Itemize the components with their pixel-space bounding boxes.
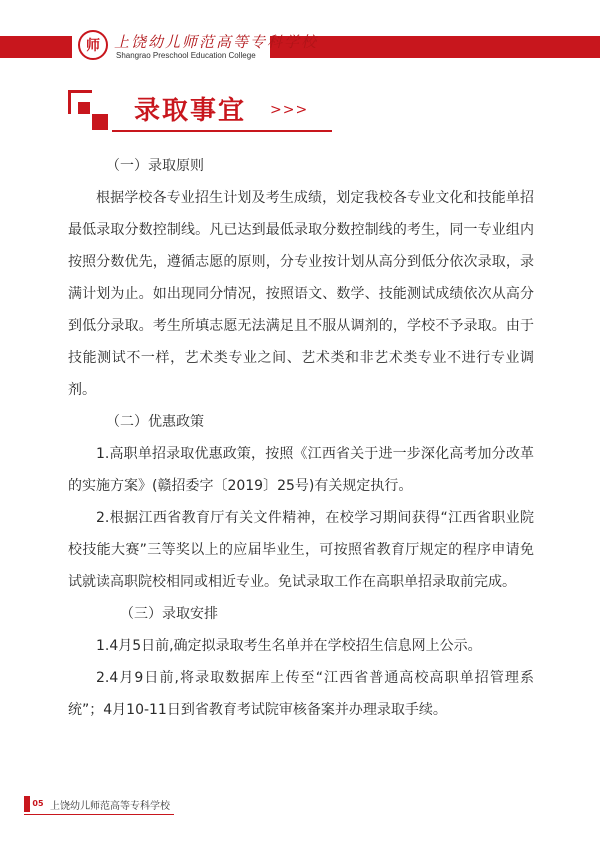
header-bar-right — [270, 36, 600, 58]
header-bar-left — [0, 36, 72, 58]
school-logo-glyph: 师 — [86, 38, 100, 54]
section-heading: （一）录取原则 — [106, 158, 204, 174]
document-body — [68, 150, 534, 726]
paragraph: 根据学校各专业招生计划及考生成绩，划定我校各专业文化和技能单招最低录取分数控制线。凡已达到最低录取分数控制线的考生，同一专业组内按照分数优先，遵循志愿的原则，分专业按计划从高分到低分依次录取，录满计划为止。如出现同分情况，按照语文、数学、技能测试成绩依次从高分到低分录取。考生所填志愿无法满足且不服从调剂的，学校不予录取。由于技能测试不一样，艺术类专业之间、艺术类和非艺术类专业不进行专业调剂。 — [68, 190, 534, 398]
footer-school-name: 上饶幼儿师范高等专科学校 — [50, 801, 170, 812]
footer-rule — [24, 814, 174, 815]
school-logo — [78, 30, 108, 60]
section-heading: （二）优惠政策 — [106, 414, 204, 430]
title-decoration-icon — [68, 90, 108, 130]
paragraph: 1.4月5日前,确定拟录取考生名单并在学校招生信息网上公示。 — [96, 638, 482, 654]
paragraph: 1.高职单招录取优惠政策，按照《江西省关于进一步深化高考加分改革的实施方案》(赣招委字〔2019〕25号)有关规定执行。 — [68, 446, 534, 494]
paragraph: 2.根据江西省教育厅有关文件精神，在校学习期间获得“江西省职业院校技能大赛”三等奖以上的应届毕业生，可按照省教育厅规定的程序申请免试就读高职院校相同或相近专业。免试录取工作在高职单招录取前完成。 — [68, 510, 534, 590]
section-heading: （三）录取安排 — [120, 606, 218, 622]
paragraph: 2.4月9日前,将录取数据库上传至“江西省普通高校高职单招管理系统”；4月10-11日到省教育考试院审核备案并办理录取手续。 — [68, 670, 534, 718]
page-title: 录取事宜 — [134, 96, 247, 126]
footer-accent-mark — [24, 796, 30, 812]
school-name-en: Shangrao Preschool Education College — [116, 51, 256, 60]
school-name-cn: 上饶幼儿师范高等专科学校 — [114, 33, 319, 51]
title-underline — [112, 130, 332, 132]
title-arrows-icon: >>> — [270, 102, 309, 118]
page-number: 05 — [32, 799, 44, 808]
